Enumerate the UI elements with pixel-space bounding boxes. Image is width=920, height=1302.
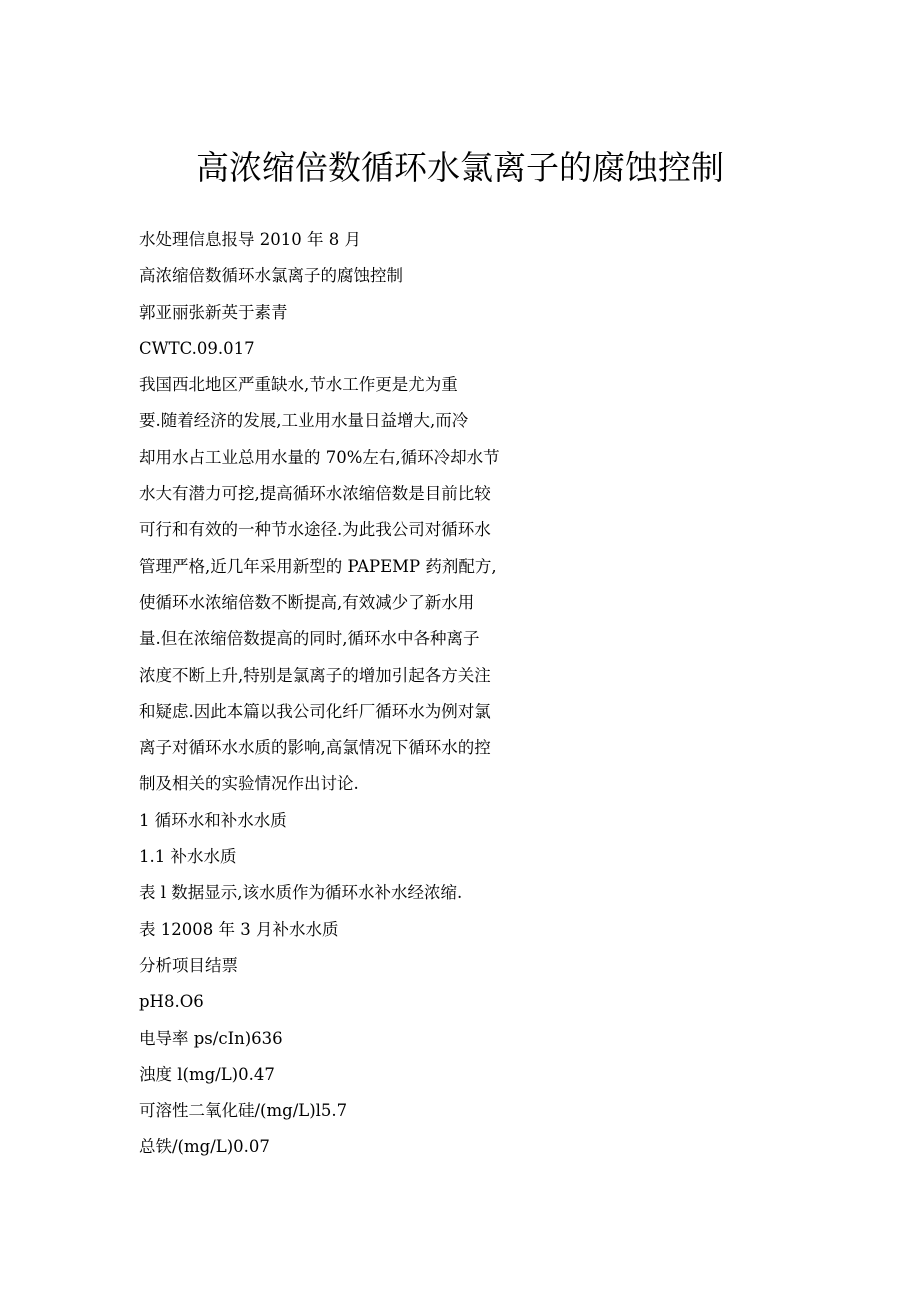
paragraph-line: 管理严格,近几年采用新型的 PAPEMP 药剂配方, [139, 556, 497, 576]
paragraph-line: 要.随着经济的发展,工业用水量日益增大,而冷 [139, 411, 469, 431]
table-row-line: 浊度 l(mg/L)0.47 [139, 1064, 275, 1084]
paragraph-line: 水大有潜力可挖,提高循环水浓缩倍数是目前比较 [139, 484, 491, 504]
paragraph-line: 我国西北地区严重缺水,节水工作更是尤为重 [139, 375, 458, 395]
paragraph-line: 表 l 数据显示,该水质作为循环水补水经浓缩. [139, 883, 463, 903]
section-heading: 1 循环水和补水水质 [139, 810, 287, 830]
paragraph-line: 离子对循环水水质的影响,高氯情况下循环水的控 [139, 738, 491, 758]
document-body [139, 222, 559, 1166]
paragraph-line: 量.但在浓缩倍数提高的同时,循环水中各种离子 [139, 629, 480, 649]
paragraph-line: 可行和有效的一种节水途径.为此我公司对循环水 [139, 520, 491, 540]
subsection-heading: 1.1 补水水质 [139, 847, 237, 867]
table-caption: 表 12008 年 3 月补水水质 [139, 919, 339, 939]
paragraph-line: 和疑虑.因此本篇以我公司化纤厂循环水为例对氯 [139, 701, 491, 721]
table-row-line: 可溶性二氧化硅/(mg/L)l5.7 [139, 1101, 348, 1121]
table-row-line: 电导率 ps/cIn)636 [139, 1028, 283, 1048]
authors-line: 郭亚丽张新英于素青 [139, 302, 288, 322]
document-title: 高浓缩倍数循环水氯离子的腐蚀控制 [196, 148, 724, 187]
table-row-line: pH8.O6 [139, 992, 204, 1012]
paragraph-line: 使循环水浓缩倍数不断提高,有效减少了新水用 [139, 592, 475, 612]
table-header-line: 分析项目结票 [139, 955, 238, 975]
code-line: CWTC.09.017 [139, 338, 255, 358]
paragraph-line: 却用水占工业总用水量的 70%左右,循环冷却水节 [139, 447, 500, 467]
paragraph-line: 制及相关的实验情况作出讨论. [139, 774, 359, 794]
article-title-line: 高浓缩倍数循环水氯离子的腐蚀控制 [139, 266, 403, 286]
paragraph-line: 浓度不断上升,特别是氯离子的增加引起各方关注 [139, 665, 491, 685]
meta-source-line: 水处理信息报导 2010 年 8 月 [139, 230, 361, 249]
table-row-line: 总铁/(mg/L)0.07 [139, 1137, 270, 1157]
